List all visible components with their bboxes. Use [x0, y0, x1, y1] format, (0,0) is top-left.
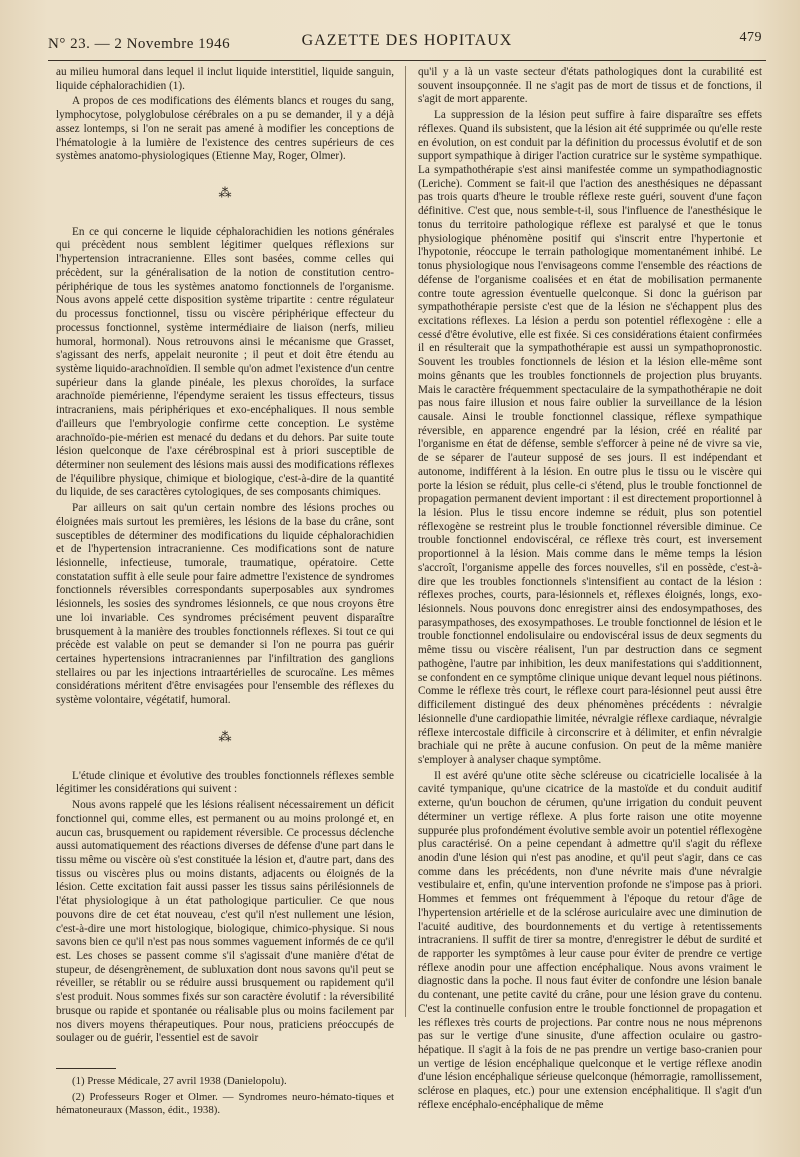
paragraph: qu'il y a là un vaste secteur d'états pathologiques dont la curabilité est souvent insoupçonnée. Il ne s'agit pas de mort de tissus et de fonctions, il s'agit de mort apparente. [418, 66, 762, 106]
header-rule [48, 60, 766, 61]
footnote-rule [56, 1068, 116, 1069]
footnote: (1) Presse Médicale, 27 avril 1938 (Danielopolu). [72, 1075, 287, 1087]
issue-date: N° 23. — 2 Novembre 1946 [48, 36, 231, 52]
paragraph: Nous avons rappelé que les lésions réalisent nécessairement un déficit fonctionnel qui, comme elles, est permanent ou au moins prolongé et, en aucun cas, brusquement ou rapidement réversible. Ce processus déclenche aussi automatiquement des réactions diverses de défense d'une part dans le tissu même ou viscère où s'est constituée la lésion et, d'autre part, dans des tissus ou viscères plus ou moins distants, adjacents ou éloignés de la lésion. Cette excitation fait aussi passer les tissus sains périlésionnels de l'état physiologique à un état pathologique particulier. Ce que nous pouvons dire de cet état nouveau, c'est qu'il n'est nullement une lésion, c'est-à-dire une mort histologique, biologique, chimico-physique. Si nous savons bien ce qu'il n'est pas nous sommes vaguement informés de ce qu'il est. Les choses se passent comme s'il s'agissait d'une manière d'état de stupeur, de désengrènement, de subluxation dont nous savons qu'il peut se réveiller, se rétablir ou se réduire aussi brusquement ou rapidement qu'il s'est produit. Nous sommes fixés sur son caractère évolutif : la réversibilité brusque ou rapide et spontanée ou réalisable plus ou moins facilement par nos divers moyens thérapeutiques. Pour nous, praticiens préoccupés de soulager ou de guérir, l'essentiel est de savoir [56, 799, 394, 1045]
column-divider [405, 66, 406, 1017]
paragraph: L'étude clinique et évolutive des troubles fonctionnels réflexes semble légitimer les considérations qui suivent : [56, 769, 394, 796]
left-column [56, 66, 394, 1120]
page-number: 479 [739, 30, 762, 45]
paragraph: Il est avéré qu'une otite sèche scléreuse ou cicatricielle localisée à la cavité tympanique, qu'une cicatrice de la mastoïde et du conduit auditif externe, qu'un bouchon de cérumen, qu'une irrigation du conduit peuvent déterminer un vertige réflexe. A plus forte raison une otite moyenne suppurée plus profondément évolutive semble avoir un potentiel réflexogène plus caractérisé. On a peine cependant à admettre qu'il s'agit du réflexe anodin d'une lésion qui n'est pas anodine, et qu'il peut s'agir, dans ce cas comme dans les précédents, non d'une névrite mais d'une névralgie vestibulaire et, enfin, qu'une intervention profonde ne s'impose pas à priori. Hommes et femmes ont fréquemment à l'époque du retour d'âge de l'hypertension artérielle et de la sclérose auriculaire avec une diminution de l'acuité auditive, des bourdonnements et du vertige à retentissements intracraniens. Il suffit de tirer sa montre, d'enregistrer le début de surdité et de rapporter les symptômes à leur cause pour éviter de prendre ce vertige réflexe anodin pour une affection encéphalique. Nous avons vraiment le diagnostic dans la poche. Il nous faut éviter de confondre une lésion banale du contenant, une petite cavité du crâne, pour une lésion grave du contenu. C'est la continuelle confusion entre le trouble fonctionnel de propagation et les réflexes très courts de projections. Par contre nous ne nous méprenons pas sur le vertige d'une sinusite, d'une affection oculaire ou gastro-hépatique. Il s'agit à la fois de ne pas prendre un vertige baso-cranien pour un vertige de lésion encéphalique quelconque et le vertige réflexe anodin d'une lésion encéphalique sérieuse quelconque (hémorragie, ramollissement, sclérose en plaques, etc.) pour une extension encéphalitique. Il s'agit d'un réflexe encéphalo-encéphalique de même [418, 769, 762, 1111]
paragraph: La suppression de la lésion peut suffire à faire disparaître ses effets réflexes. Quand ils subsistent, que la lésion ait été supprimée ou qu'elle reste en évolution, on est conduit par la définition du processus évolutif et de son support sympathique à diriger l'action curatrice sur le système sympathique. La sympathothérapie s'est ainsi manifestée comme un sympathodiagnostic (Leriche). Comment se fait-il que l'action des anesthésiques ne dépassant pas trois quarts d'heure le trouble réflexe reste guéri, souvent d'une façon définitive. C'est que, nous semble-t-il, sous l'influence de l'anesthésique le tonus du territoire pathologique réflexe est paralysé et que le tonus physiologique phénomène positif qui s'inscrit entre l'hypertonie et l'hypotonie, réoccupe le terrain pathologique momentanément inhibé. Le tonus physiologique nous l'envisageons comme l'ensemble des réactions de défense de l'organisme coalisées et en état de mobilisation permanente contre toute agression éventuelle quelconque. Si donc la guérison par sympathothérapie persiste c'est que de la lésion ne s'échappent plus des excitations réflexes. La lésion a perdu son potentiel réflexogène : elle a cessé d'être évolutive, elle est fixée. Si ces considérations étaient confirmées il en résulterait que la sympathothérapie est aussi un sympathopronostic. Souvent les troubles fonctionnels de lésion et la lésion elle-même sont moins gênants que les troubles fonctionnels de projection plus bruyants. Mais le caractère fréquemment spectaculaire de la sympathothérapie ne doit pas nous faire illusion et nous faire oublier la surveillance de la lésion causale. Ainsi le trouble fonctionnel classique, réflexe sympathique réversible, en apparence engendré par la lésion, créé en réalité par l'organisme en état de défense, semble s'efforcer à peine né de vivre sa vie, de se séparer de l'auteur supposé de ses jours. Il est indépendant et autonome, indifférent à la lésion. En outre plus le tissu ou le viscère qui porte la lésion se réduit, plus celle-ci s'étend, plus le trouble fonctionnel de propagation permanent devient important : il est directement proportionnel à la lésion. Plus le tissu encore indemne se réduit, plus son potentiel réflexogène se restreint plus le trouble fonctionnel réversible diminue. Ce trouble fonctionnel endoviscéral, ce réflexe très court, est inversement proportionnel à la lésion. Mais comme dans le même temps la lésion s'accroît, l'organisme appelle des forces nouvelles, s'il en possède, c'est-à-dire que les troubles fonctionnels s'intensifient au contact de la lésion : réflexes proches, courts, para-lésionnels et, réflexes éloignés, longs, exo-lésionnels. Nous pouvons donc enregistrer ainsi des endosympathoses, des parasympathoses, des exosympathoses. Le trouble fonctionnel de lésion et le trouble fonctionnel endolisulaire ou endoviscéral issus de deux segments du même tissu ou viscère réalisent, l'un par destruction dans ce segment pathogène, l'autre par inhibition, les deux manifestations qui s'additionnent, se confondent en ce symptôme clinique unique devant lequel nous piétinons. Comme le réflexe très court, le réflexe court para-lésionnel peut aussi être difficilement distingué des deux phénomènes précédents : névralgie lésionnelle d'une cardiopathie limitée, névralgie réflexe cardiaque, névralgie réflexe intercostale difficile à circonscrire et à délimiter, et enfin névralgie brachiale qui ne prête à aucune confusion. On peut de la même manière s'employer à analyser chaque symptôme. [418, 109, 762, 766]
footnote: (2) Professeurs Roger et Olmer. — Syndromes neuro-hémato-tiques et hématoneuraux (Masson, édit., 1938). [56, 1090, 394, 1117]
page-header [48, 30, 766, 56]
section-stars: ⁂ [218, 728, 232, 744]
paragraph: Par ailleurs on sait qu'un certain nombre des lésions proches ou éloignées mais surtout les premières, les lésions de la base du crâne, sont susceptibles de déterminer des modifications du liquide céphalorachidien et de l'hypertension intracranienne. Ces modifications sont de nature lésionnelle, infectieuse, tumorale, traumatique, opératoire. Cette constatation suffit à elle seule pour faire admettre l'existence de syndromes fonctionnels réversibles correspondants superposables aux syndromes lésionnels, les sosies des syndromes lésionnels, ce que nous croyons être une loi invariable. Ces syndromes précisément peuvent disparaître brusquement à la manière des troubles fonctionnels réflexes. Si tout ce qui précède est valable on peut se demander si l'on ne pourra pas guérir certaines hypertensions intracraniennes par l'infiltration des ganglions stellaires ou par les injections intraartérielles de scurocaïne. Les mêmes considérations méritent d'être envisagées pour l'ensemble des réflexes du système volontaire, végétatif, humoral. [56, 502, 394, 707]
journal-title: GAZETTE DES HOPITAUX [301, 32, 513, 49]
paragraph: En ce qui concerne le liquide céphalorachidien les notions générales qui précèdent nous semblent légitimer quelques réflexions sur l'hypertension intracranienne. Elles sont basées, comme celles qui précèdent, sur la généralisation de la notion de constitution centro-périphérique de tous les systèmes anatomo fonctionnels de l'organisme. Nous avons appelé cette disposition système tripartite : centre régulateur du processus fonctionnel, tissu ou viscère périphérique effecteur du processus fonctionnel, système intermédiaire de liaison (nerfs, milieu humoral, hormonal). Nous retrouvons ainsi le mécanisme que Grasset, s'agissant des nerfs, appelait neuronite ; il peut et doit être étendu au système liquido-arachnoïdien. Il semble qu'on admet l'existence d'un centre supérieur dans la glande pinéale, les plexus choroïdes, la surface arachnoïde piemérienne, l'épendyme seraient les tissus effecteurs, tissus intracraniens, mais périphériques et exo-encéphaliques. Il nous semble d'ailleurs que l'embryologie confirme cette conception. Le système arachnoïdo-pie-mérien est menacé du dedans et du dehors. Par suite toute lésion quelconque de l'axe cérébrospinal est à priori susceptible de déterminer non seulement des lésions mais aussi des modifications réflexes de l'équilibre physique, chimique et biologique, c'est-à-dire de la quantité du liquide, de ses caractères cytologiques, de ses composants chimiques. [56, 225, 394, 499]
paragraph: au milieu humoral dans lequel il inclut liquide interstitiel, liquide sanguin, liquide céphalorachidien (1). [56, 66, 394, 92]
section-stars: ⁂ [218, 185, 232, 201]
right-column [418, 66, 762, 1115]
paragraph: A propos de ces modifications des éléments blancs et rouges du sang, lymphocytose, polyglobulose cérébrales on a pu se demander, il y a déjà assez lontemps, si l'on ne serait pas amené à modifier les conceptions de l'hématologie à la lumière de l'existence des centres supérieurs de ces systèmes anatomo-physiologiques (Etienne May, Roger, Olmer). [56, 95, 394, 163]
